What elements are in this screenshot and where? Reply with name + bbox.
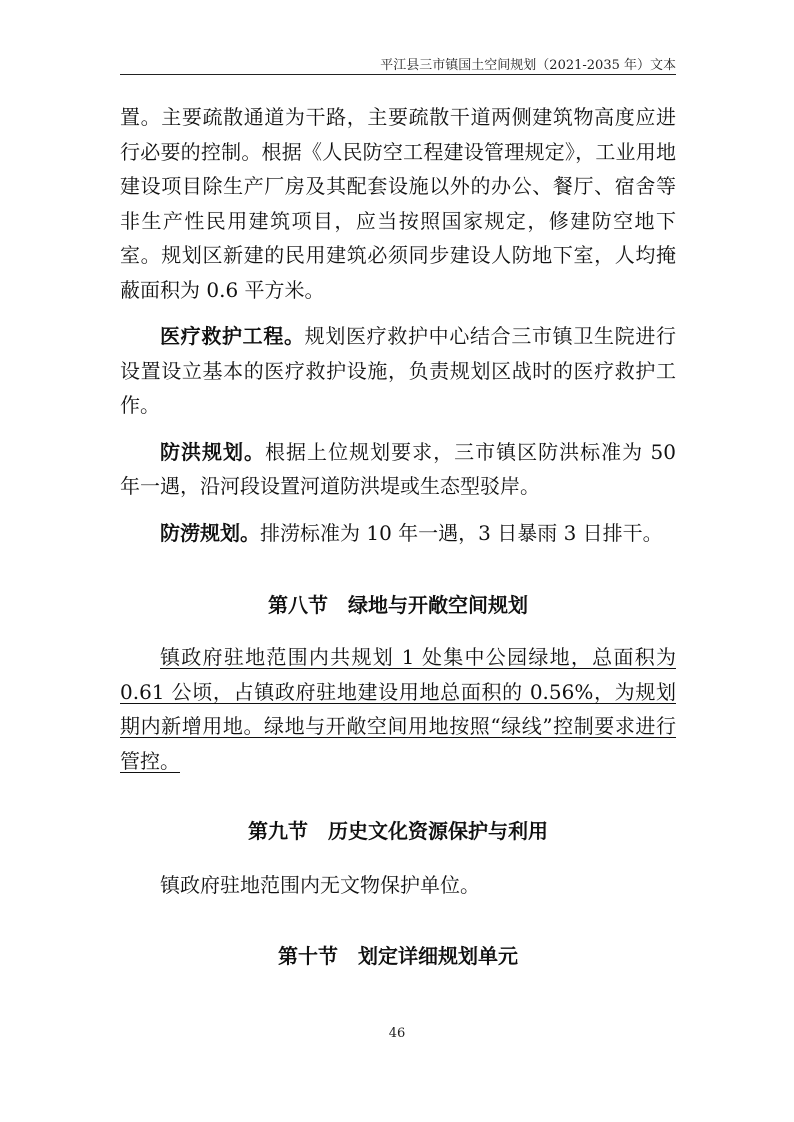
section-heading-9: 第九节 历史文化资源保护与利用	[248, 819, 548, 843]
section-heading-10: 第十节 划定详细规划单元	[278, 943, 518, 968]
lead-medical-rescue: 医疗救护工程。	[160, 324, 305, 348]
lead-flood-control: 防洪规划。	[160, 439, 266, 464]
lead-waterlogging: 防涝规划。	[160, 520, 260, 545]
paragraph-waterlogging	[120, 516, 676, 551]
text-medical-rescue: 规划医疗救护中心结合三市镇卫生院进行设置设立基本的医疗救护设施，负责规划区战时的医疗救护工作。	[120, 324, 677, 417]
paragraph-green-space	[120, 640, 676, 778]
spacer	[120, 550, 676, 588]
paragraph-flood-control	[120, 435, 676, 504]
spacer	[120, 903, 676, 939]
paragraph-medical-rescue	[120, 319, 676, 423]
spacer	[120, 423, 676, 435]
document-body	[120, 100, 676, 973]
page-number: 46	[388, 1026, 406, 1041]
spacer	[120, 622, 676, 640]
spacer	[120, 848, 676, 868]
page-header: 平江县三市镇国土空间规划（2021-2035 年）文本	[380, 58, 676, 73]
spacer	[120, 778, 676, 814]
spacer	[120, 504, 676, 516]
text-waterlogging: 排涝标准为 10 年一遇，3 日暴雨 3 日排干。	[260, 520, 663, 545]
paragraph-civil-defense: 置。主要疏散通道为干路，主要疏散干道两侧建筑物高度应进行必要的控制。根据《人民防空工程建设管理规定》，工业用地建设项目除生产厂房及其配套设施以外的办公、餐厅、宿舍等非生产性民用建筑项目，应当按照国家规定，修建防空地下室。规划区新建的民用建筑必须同步建设人防地下室，人均掩蔽面积为 0.6 平方米。	[120, 105, 676, 302]
spacer	[120, 307, 676, 319]
underlined-green-space-text: 镇政府驻地范围内共规划 1 处集中公园绿地，总面积为 0.61 公顷，占镇政府驻地建设用地总面积的 0.56%，为规划期内新增用地。绿地与开敞空间用地按照“绿线”控制要求进行管控。	[120, 645, 676, 773]
section-heading-8: 第八节 绿地与开敞空间规划	[268, 593, 528, 617]
header-rule	[120, 74, 676, 75]
text-flood-control: 根据上位规划要求，三市镇区防洪标准为 50 年一遇，沿河段设置河道防洪堤或生态型驳岸。	[120, 439, 677, 498]
paragraph-heritage: 镇政府驻地范围内无文物保护单位。	[160, 873, 480, 897]
